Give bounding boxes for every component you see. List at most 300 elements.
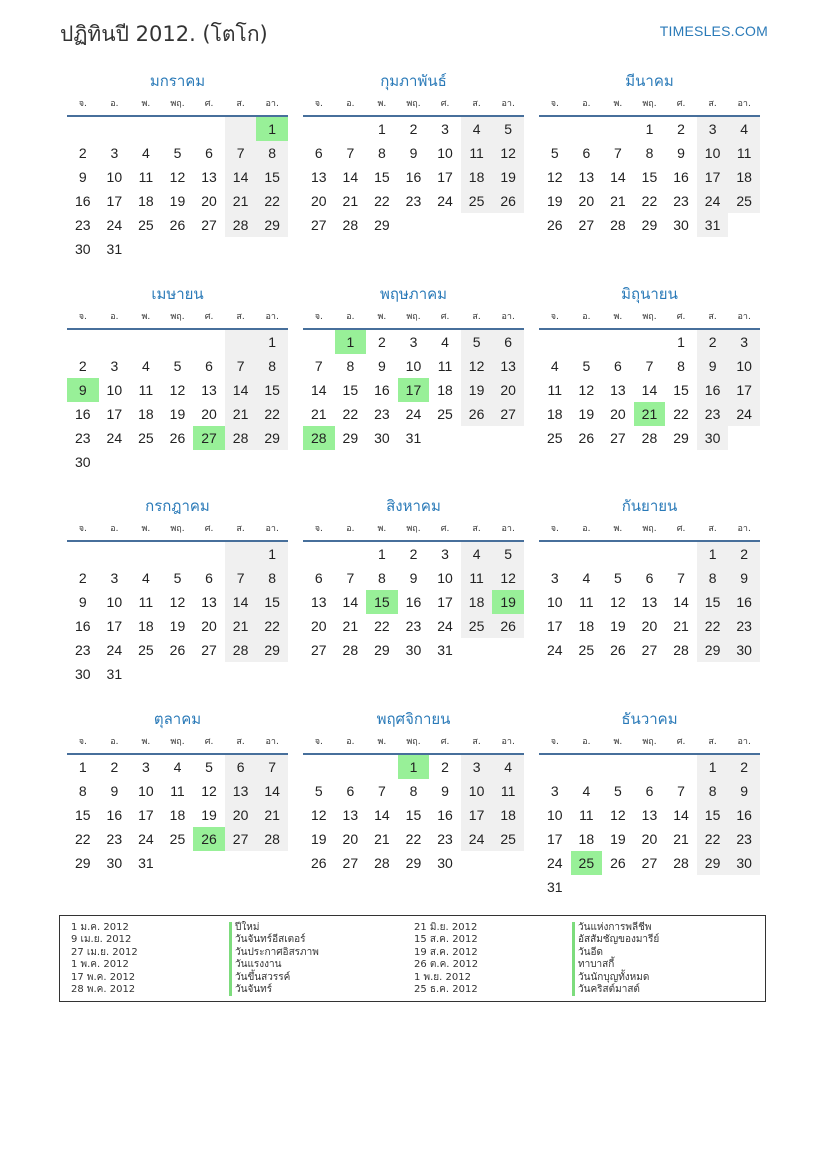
month-block: [67, 70, 288, 283]
empty-cell: [162, 542, 194, 566]
empty-cell: [728, 213, 760, 237]
empty-cell: [602, 755, 634, 779]
month-block: [539, 70, 760, 283]
day-cell: 30: [74, 666, 91, 682]
brand-logo-text[interactable]: TIMESLES.COM: [659, 23, 768, 39]
day-cell: 14: [673, 594, 689, 610]
day-cell: 29: [374, 642, 390, 658]
day-cell: 15: [405, 806, 422, 823]
day-cell: 23: [405, 193, 422, 209]
weekday-header: อ.: [99, 93, 131, 117]
day-cell: 6: [314, 570, 323, 586]
month-block: [303, 70, 524, 283]
day-cell: 18: [138, 193, 154, 209]
empty-cell: [303, 117, 335, 141]
day-cell: 15: [697, 803, 729, 827]
day-cell: 25: [461, 614, 493, 638]
empty-cell: [130, 330, 162, 354]
weekday-header: พฤ.: [398, 93, 430, 117]
day-cell: 24: [546, 642, 563, 658]
day-cell: 11: [437, 357, 453, 374]
empty-cell: [225, 330, 257, 354]
day-cell: 25: [138, 429, 154, 446]
weekday-header: จ.: [67, 731, 99, 755]
weekday-header: พ.: [130, 93, 162, 117]
holiday-date: 1 พ.ย. 2012: [414, 971, 471, 983]
day-cell: 3: [441, 121, 449, 137]
month-grid: [303, 731, 524, 875]
empty-cell: [634, 330, 666, 354]
day-cell: 29: [256, 213, 288, 237]
empty-cell: [697, 875, 729, 899]
weekday-header: พ.: [366, 306, 398, 330]
empty-cell: [303, 330, 335, 354]
month-name: กันยายน: [621, 497, 678, 515]
day-cell: 11: [461, 141, 493, 165]
empty-cell: [366, 755, 398, 779]
day-cell: 10: [461, 779, 493, 803]
month-grid: [67, 93, 288, 261]
day-cell: 1: [256, 117, 288, 141]
empty-cell: [728, 426, 760, 450]
day-cell: 27: [201, 642, 217, 658]
day-cell: 19: [310, 830, 327, 847]
weekday-header: ศ.: [665, 93, 697, 117]
day-cell: 8: [697, 779, 729, 803]
weekday-header: ส.: [461, 518, 493, 542]
day-cell: 22: [256, 614, 288, 638]
empty-cell: [130, 117, 162, 141]
day-cell: 27: [201, 217, 217, 233]
day-cell: 25: [138, 642, 154, 658]
empty-cell: [162, 662, 194, 686]
month-name: มิถุนายน: [621, 284, 678, 303]
day-cell: 30: [697, 426, 729, 450]
weekday-header: พ.: [366, 518, 398, 542]
day-cell: 22: [405, 830, 422, 847]
weekday-header: พ.: [130, 306, 162, 330]
day-cell: 27: [225, 827, 257, 851]
day-cell: 13: [310, 594, 327, 610]
day-cell: 23: [74, 642, 91, 658]
day-cell: 1: [256, 542, 288, 566]
day-cell: 31: [546, 878, 563, 895]
empty-cell: [130, 450, 162, 474]
day-cell: 20: [578, 193, 595, 209]
day-cell: 12: [492, 566, 524, 590]
empty-cell: [665, 875, 697, 899]
day-cell: 29: [405, 854, 422, 871]
empty-cell: [225, 117, 257, 141]
day-cell: 21: [225, 189, 257, 213]
day-cell: 24: [546, 854, 563, 871]
weekday-header: พฤ.: [162, 731, 194, 755]
day-cell: 29: [256, 426, 288, 450]
month-grid: [303, 518, 524, 662]
day-cell: 28: [641, 429, 658, 446]
day-cell: 14: [374, 806, 390, 823]
day-cell: 17: [697, 165, 729, 189]
day-cell: 28: [342, 217, 359, 233]
day-cell: 22: [697, 614, 729, 638]
day-cell: 12: [310, 806, 327, 823]
day-cell: 10: [106, 594, 123, 610]
day-cell: 24: [106, 429, 123, 446]
empty-cell: [193, 237, 225, 261]
weekday-header: อา.: [256, 731, 288, 755]
empty-cell: [256, 851, 288, 875]
weekday-header: อา.: [728, 518, 760, 542]
day-cell: 16: [437, 806, 453, 823]
day-cell: 14: [225, 165, 257, 189]
empty-cell: [130, 662, 162, 686]
weekday-header: ศ.: [193, 731, 225, 755]
day-cell: 6: [314, 145, 323, 161]
day-cell: 16: [74, 405, 91, 422]
weekday-header: พฤ.: [162, 93, 194, 117]
day-cell: 25: [546, 429, 563, 446]
day-cell: 10: [138, 782, 154, 799]
empty-cell: [429, 426, 461, 450]
holiday-name: วันจันทร์: [229, 984, 319, 996]
day-cell: 19: [546, 193, 563, 209]
weekday-header: อ.: [99, 518, 131, 542]
day-cell: 10: [437, 570, 453, 586]
day-cell: 7: [225, 354, 257, 378]
day-cell: 27: [193, 426, 225, 450]
day-cell: 5: [492, 117, 524, 141]
day-cell: 23: [74, 429, 91, 446]
day-cell: 4: [441, 333, 449, 350]
day-cell: 23: [374, 405, 390, 422]
day-cell: 1: [256, 330, 288, 354]
weekday-header: ส.: [461, 93, 493, 117]
weekday-header: อ.: [335, 93, 367, 117]
day-cell: 6: [645, 782, 654, 799]
day-cell: 17: [461, 803, 493, 827]
day-cell: 20: [641, 618, 658, 634]
day-cell: 22: [374, 193, 390, 209]
day-cell: 21: [634, 402, 666, 426]
month-grid: [303, 93, 524, 237]
month-name: พฤศจิกายน: [376, 709, 451, 728]
day-cell: 27: [492, 402, 524, 426]
weekday-header: พ.: [366, 93, 398, 117]
day-cell: 30: [106, 854, 123, 871]
day-cell: 23: [437, 830, 453, 847]
weekday-header: อ.: [335, 306, 367, 330]
empty-cell: [162, 237, 194, 261]
weekday-header: พฤ.: [398, 306, 430, 330]
day-cell: 13: [225, 779, 257, 803]
day-cell: 8: [645, 145, 654, 161]
day-cell: 15: [342, 381, 359, 398]
weekday-header: อ.: [571, 731, 603, 755]
day-cell: 16: [74, 193, 91, 209]
day-cell: 13: [610, 381, 626, 398]
day-cell: 8: [409, 782, 418, 799]
month-block: [539, 495, 760, 708]
day-cell: 16: [697, 378, 729, 402]
day-cell: 25: [492, 827, 524, 851]
day-cell: 9: [78, 594, 87, 610]
empty-cell: [162, 450, 194, 474]
weekday-header: พฤ.: [634, 93, 666, 117]
day-cell: 28: [374, 854, 390, 871]
day-cell: 14: [310, 381, 327, 398]
empty-cell: [162, 851, 194, 875]
day-cell: 19: [492, 590, 524, 614]
weekday-header: ศ.: [429, 518, 461, 542]
day-cell: 6: [205, 570, 213, 586]
day-cell: 7: [677, 782, 685, 799]
day-cell: 17: [437, 594, 453, 610]
day-cell: 19: [169, 618, 186, 634]
day-cell: 3: [441, 546, 449, 562]
day-cell: 10: [106, 381, 123, 398]
month-block: [303, 708, 524, 921]
day-cell: 1: [697, 755, 729, 779]
month-grid: [539, 306, 760, 450]
day-cell: 12: [169, 594, 186, 610]
day-cell: 13: [578, 169, 595, 185]
day-cell: 23: [106, 830, 123, 847]
day-cell: 27: [310, 642, 327, 658]
day-cell: 22: [697, 827, 729, 851]
day-cell: 7: [346, 570, 355, 586]
day-cell: 13: [342, 806, 359, 823]
weekday-header: พฤ.: [634, 731, 666, 755]
empty-cell: [539, 330, 571, 354]
empty-cell: [335, 542, 367, 566]
empty-cell: [67, 542, 99, 566]
day-cell: 16: [74, 618, 91, 634]
empty-cell: [398, 213, 430, 237]
day-cell: 3: [461, 755, 493, 779]
day-cell: 6: [205, 357, 213, 374]
day-cell: 25: [728, 189, 760, 213]
weekday-header: อ.: [571, 518, 603, 542]
day-cell: 2: [441, 758, 449, 775]
day-cell: 30: [673, 217, 689, 233]
day-cell: 21: [374, 830, 390, 847]
weekday-header: อา.: [256, 518, 288, 542]
month-name: เมษายน: [151, 284, 204, 303]
weekday-header: อา.: [492, 93, 524, 117]
day-cell: 26: [578, 429, 595, 446]
empty-cell: [492, 638, 524, 662]
day-cell: 18: [461, 165, 493, 189]
day-cell: 6: [346, 782, 355, 799]
holiday-date: 27 เม.ย. 2012: [71, 946, 138, 958]
day-cell: 15: [673, 381, 689, 398]
month-block: [303, 495, 524, 708]
day-cell: 23: [405, 618, 422, 634]
day-cell: 24: [437, 193, 453, 209]
day-cell: 19: [201, 806, 217, 823]
day-cell: 21: [256, 803, 288, 827]
holiday-name: ทาบาสกี้: [572, 959, 659, 971]
day-cell: 10: [405, 357, 422, 374]
weekday-header: จ.: [539, 518, 571, 542]
day-cell: 11: [579, 806, 594, 823]
day-cell: 14: [342, 169, 359, 185]
day-cell: 8: [256, 141, 288, 165]
day-cell: 18: [437, 381, 453, 398]
weekday-header: อา.: [728, 93, 760, 117]
day-cell: 14: [225, 378, 257, 402]
day-cell: 16: [106, 806, 123, 823]
day-cell: 3: [110, 357, 119, 374]
day-cell: 28: [256, 827, 288, 851]
empty-cell: [461, 426, 493, 450]
month-grid: [67, 731, 288, 875]
day-cell: 15: [366, 590, 398, 614]
day-cell: 7: [225, 141, 257, 165]
weekday-header: ศ.: [193, 306, 225, 330]
day-cell: 23: [673, 193, 689, 209]
weekday-header: ส.: [697, 306, 729, 330]
day-cell: 7: [645, 357, 654, 374]
day-cell: 3: [550, 782, 559, 799]
day-cell: 12: [610, 594, 626, 610]
weekday-header: พ.: [130, 731, 162, 755]
holiday-date: 26 ต.ค. 2012: [414, 959, 479, 971]
day-cell: 9: [378, 357, 386, 374]
day-cell: 24: [697, 189, 729, 213]
day-cell: 26: [492, 189, 524, 213]
day-cell: 30: [374, 429, 390, 446]
day-cell: 16: [728, 803, 760, 827]
empty-cell: [634, 755, 666, 779]
holiday-names-left: [229, 922, 319, 996]
day-cell: 21: [225, 614, 257, 638]
day-cell: 21: [310, 405, 327, 422]
day-cell: 29: [697, 851, 729, 875]
empty-cell: [130, 542, 162, 566]
day-cell: 23: [697, 402, 729, 426]
day-cell: 26: [169, 642, 186, 658]
day-cell: 19: [169, 193, 186, 209]
day-cell: 3: [550, 570, 559, 586]
day-cell: 2: [110, 758, 119, 775]
holiday-date: 28 พ.ค. 2012: [71, 983, 136, 995]
day-cell: 22: [673, 405, 689, 422]
day-cell: 8: [346, 357, 355, 374]
day-cell: 22: [342, 405, 359, 422]
day-cell: 18: [461, 590, 493, 614]
empty-cell: [99, 117, 131, 141]
empty-cell: [571, 330, 603, 354]
day-cell: 20: [342, 830, 359, 847]
empty-cell: [67, 117, 99, 141]
month-name: ตุลาคม: [153, 709, 202, 728]
day-cell: 17: [546, 830, 563, 847]
day-cell: 31: [106, 666, 123, 682]
empty-cell: [225, 237, 257, 261]
weekday-header: จ.: [67, 518, 99, 542]
page-title: ปฏิทินปี 2012. (โตโก): [60, 22, 268, 46]
empty-cell: [571, 875, 603, 899]
empty-cell: [256, 237, 288, 261]
month-name: พฤษภาคม: [379, 284, 448, 303]
day-cell: 29: [673, 429, 689, 446]
day-cell: 16: [405, 594, 422, 610]
day-cell: 26: [492, 614, 524, 638]
empty-cell: [67, 330, 99, 354]
month-name: มีนาคม: [625, 72, 674, 90]
day-cell: 24: [728, 402, 760, 426]
holiday-date: 21 มิ.ย. 2012: [414, 922, 478, 933]
month-block: [67, 495, 288, 708]
day-cell: 2: [78, 357, 87, 374]
day-cell: 8: [677, 357, 685, 374]
day-cell: 13: [201, 594, 217, 610]
weekday-header: พ.: [602, 306, 634, 330]
day-cell: 7: [225, 566, 257, 590]
day-cell: 3: [409, 333, 418, 350]
weekday-header: อา.: [256, 306, 288, 330]
day-cell: 23: [728, 827, 760, 851]
weekday-header: ส.: [461, 306, 493, 330]
day-cell: 18: [578, 618, 595, 634]
day-cell: 31: [405, 429, 422, 446]
day-cell: 11: [728, 141, 760, 165]
day-cell: 28: [673, 854, 689, 871]
empty-cell: [99, 330, 131, 354]
day-cell: 11: [138, 594, 154, 610]
day-cell: 1: [398, 755, 430, 779]
empty-cell: [602, 117, 634, 141]
day-cell: 31: [437, 642, 453, 658]
day-cell: 31: [697, 213, 729, 237]
day-cell: 19: [169, 405, 186, 422]
day-cell: 29: [641, 217, 658, 233]
day-cell: 29: [697, 638, 729, 662]
calendar-months: [67, 70, 760, 920]
day-cell: 12: [546, 169, 563, 185]
day-cell: 8: [256, 566, 288, 590]
day-cell: 22: [374, 618, 390, 634]
holiday-name: วันประกาศอิสรภาพ: [229, 947, 319, 959]
day-cell: 15: [256, 165, 288, 189]
holiday-name: ปีใหม่: [229, 922, 319, 934]
empty-cell: [728, 875, 760, 899]
day-cell: 31: [106, 241, 123, 257]
day-cell: 11: [170, 782, 185, 799]
day-cell: 10: [546, 806, 563, 823]
weekday-header: อ.: [571, 306, 603, 330]
day-cell: 24: [138, 830, 154, 847]
day-cell: 7: [677, 570, 685, 586]
day-cell: 1: [645, 121, 654, 137]
holiday-date: 19 ส.ค. 2012: [414, 946, 478, 958]
empty-cell: [303, 755, 335, 779]
day-cell: 31: [138, 854, 154, 871]
day-cell: 11: [138, 381, 154, 398]
day-cell: 12: [201, 782, 217, 799]
day-cell: 1: [697, 542, 729, 566]
day-cell: 17: [437, 169, 453, 185]
day-cell: 5: [582, 357, 591, 374]
day-cell: 8: [378, 570, 386, 586]
day-cell: 28: [303, 426, 335, 450]
day-cell: 24: [405, 405, 422, 422]
day-cell: 28: [610, 217, 626, 233]
day-cell: 30: [728, 851, 760, 875]
empty-cell: [162, 330, 194, 354]
day-cell: 1: [677, 333, 685, 350]
